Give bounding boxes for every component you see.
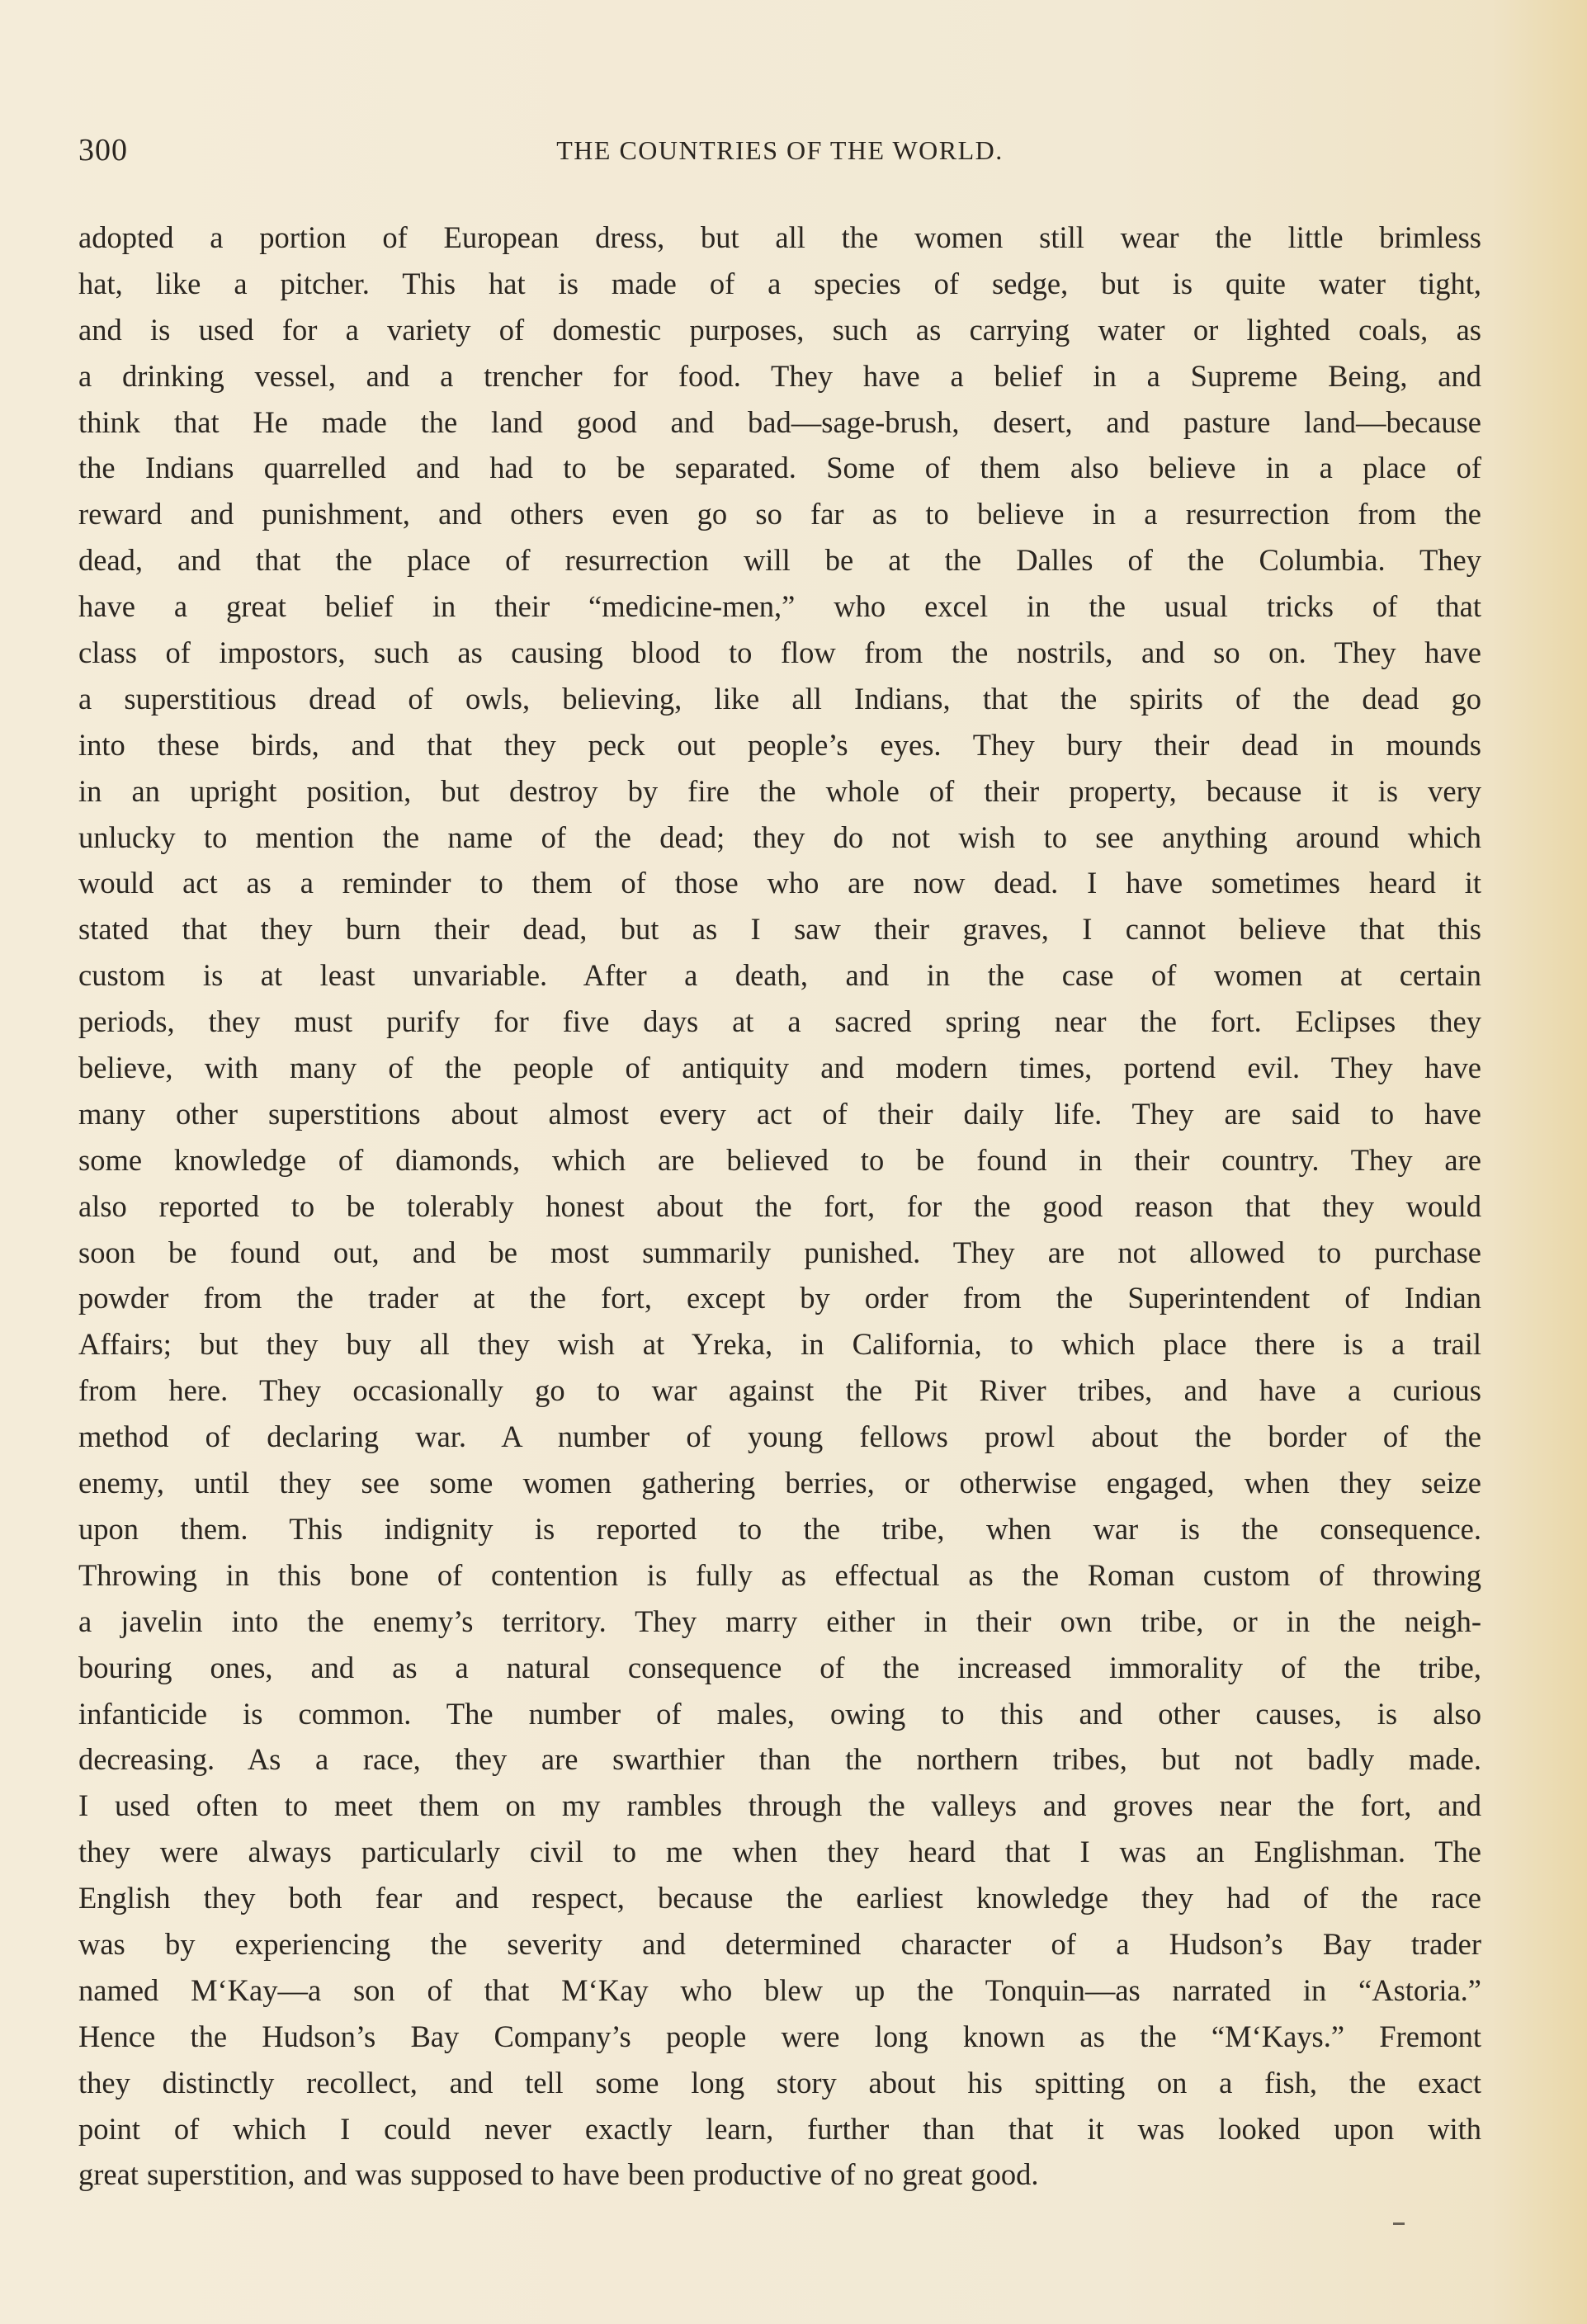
text-line: enemy, until they see some women gathering berries, or otherwise engaged, when they seize: [78, 1466, 1481, 1500]
text-line: in an upright position, but destroy by fire the whole of their property, because it is very: [78, 773, 1481, 808]
text-line: was by experiencing the severity and determined character of a Hudson’s Bay trader: [78, 1926, 1481, 1961]
text-line: dead, and that the place of resurrection will be at the Dalles of the Columbia. They: [78, 543, 1481, 578]
text-line: Hence the Hudson’s Bay Company’s people were long known as the “M‘Kays.” Fremont: [78, 2019, 1481, 2053]
text-line: reward and punishment, and others even go so far as to believe in a resurrection from the: [78, 497, 1481, 531]
body-paragraph: [78, 215, 1481, 2198]
text-line: think that He made the land good and bad—sage-brush, desert, and pasture land—because: [78, 404, 1481, 439]
text-line: upon them. This indignity is reported to the tribe, when war is the consequence.: [78, 1511, 1481, 1546]
text-line: they were always particularly civil to me when they heard that I was an Englishman. The: [78, 1835, 1481, 1869]
text-line: method of declaring war. A number of young fellows prowl about the border of the: [78, 1419, 1481, 1454]
text-line: named M‘Kay—a son of that M‘Kay who blew up the Tonquin—as narrated in “Astoria.”: [78, 1972, 1481, 2007]
running-title: THE COUNTRIES OF THE WORLD.: [556, 135, 1004, 165]
text-line: class of impostors, such as causing blood to flow from the nostrils, and so on. They have: [78, 635, 1481, 670]
text-line: I used often to meet them on my rambles through the valleys and groves near the fort, and: [78, 1788, 1481, 1823]
text-line: custom is at least unvariable. After a death, and in the case of women at certain: [78, 958, 1481, 993]
text-line: unlucky to mention the name of the dead; they do not wish to see anything around which: [78, 820, 1481, 854]
text-line: believe, with many of the people of antiquity and modern times, portend evil. They have: [78, 1051, 1481, 1085]
text-line: into these birds, and that they peck out people’s eyes. They bury their dead in mounds: [78, 727, 1481, 762]
text-line: a javelin into the enemy’s territory. They marry either in their own tribe, or in the neigh-: [78, 1604, 1481, 1638]
text-line: from here. They occasionally go to war against the Pit River tribes, and have a curious: [78, 1373, 1481, 1408]
text-line: bouring ones, and as a natural consequence of the increased immorality of the tribe,: [78, 1650, 1481, 1684]
page-number: 300: [78, 133, 128, 168]
text-line: have a great belief in their “medicine-men,” who excel in the usual tricks of that: [78, 589, 1481, 624]
text-line: English they both fear and respect, because the earliest knowledge they had of the race: [78, 1881, 1481, 1915]
text-line: many other superstitions about almost every act of their daily life. They are said to have: [78, 1096, 1481, 1131]
text-line: and is used for a variety of domestic purposes, such as carrying water or lighted coals, as: [78, 312, 1481, 347]
text-line: hat, like a pitcher. This hat is made of a species of sedge, but is quite water tight,: [78, 266, 1481, 300]
text-line: also reported to be tolerably honest about the fort, for the good reason that they would: [78, 1188, 1481, 1223]
text-line: infanticide is common. The number of males, owing to this and other causes, is also: [78, 1696, 1481, 1731]
text-line: decreasing. As a race, they are swarthier than the northern tribes, but not badly made.: [78, 1742, 1481, 1777]
text-line: powder from the trader at the fort, except by order from the Superintendent of Indian: [78, 1281, 1481, 1316]
page-header: [78, 132, 1481, 173]
printer-mark: [1393, 2222, 1405, 2225]
text-line: great superstition, and was supposed to have been productive of no great good.: [78, 2157, 1039, 2192]
text-line: a drinking vessel, and a trencher for food. They have a belief in a Supreme Being, and: [78, 358, 1481, 393]
text-line: the Indians quarrelled and had to be separated. Some of them also believe in a place of: [78, 451, 1481, 485]
text-line: point of which I could never exactly learn, further than that it was looked upon with: [78, 2111, 1481, 2146]
text-line: periods, they must purify for five days at a sacred spring near the fort. Eclipses they: [78, 1004, 1481, 1039]
text-line: stated that they burn their dead, but as I saw their graves, I cannot believe that this: [78, 912, 1481, 947]
text-line: some knowledge of diamonds, which are believed to be found in their country. They are: [78, 1142, 1481, 1177]
text-line: would act as a reminder to them of those who are now dead. I have sometimes heard it: [78, 866, 1481, 900]
text-line: Affairs; but they buy all they wish at Yreka, in California, to which place there is a trail: [78, 1327, 1481, 1362]
text-line: adopted a portion of European dress, but all the women still wear the little brimless: [78, 220, 1481, 254]
text-line: a superstitious dread of owls, believing, like all Indians, that the spirits of the dead go: [78, 681, 1481, 716]
text-line: soon be found out, and be most summarily punished. They are not allowed to purchase: [78, 1235, 1481, 1269]
text-line: they distinctly recollect, and tell some long story about his spitting on a fish, the exact: [78, 2065, 1481, 2100]
text-line: Throwing in this bone of contention is fully as effectual as the Roman custom of throwing: [78, 1557, 1481, 1592]
